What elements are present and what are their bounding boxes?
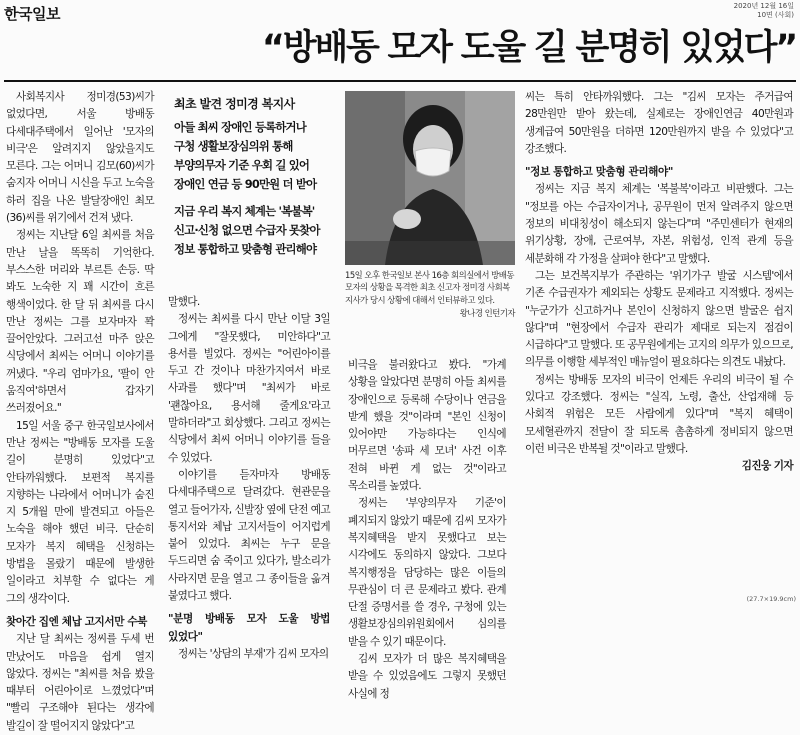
headline-rule <box>4 80 796 82</box>
pull-quote-title: 최초 발견 정미경 복지사 <box>174 97 295 111</box>
article-column-2 <box>168 294 330 663</box>
photo-caption <box>345 269 515 320</box>
pull-quote-line: 지금 우리 복지 체계는 '복불복' <box>174 204 315 218</box>
paragraph: 정씨는 최씨를 다시 만난 이달 3일 그에게 "잘못했다, 미안하다"고 용서를 빌었다. 정씨는 "어린아이를 두고 간 것이나 마찬가지여서 바로 사과를 했다"며 "최씨가 바로 '괜찮아요, 용서해 줄게요'라고 말하더라"고 회상했다. 그리고 정씨는 식당에서 최씨 어머니 이야기를 들을 수 있었다. <box>168 313 330 464</box>
paragraph: 김씨 모자가 더 많은 복지혜택을 받을 수 있었음에도 그렇지 못했던 사실에 정 <box>348 653 506 700</box>
clipping-size: (27.7×19.9cm) <box>746 595 796 603</box>
paragraph: 정씨는 '상담의 부재'가 김씨 모자의 <box>178 647 329 660</box>
pull-quote-line: 아들 최씨 장애인 등록하거나 <box>174 120 306 134</box>
paragraph: 정씨는 지금 복지 체계는 '복불복'이라고 비판했다. 그는 "정보를 아는 수급자이거나, 공무원이 먼저 알려주지 않으면 정보의 비대칭성이 해소되지 않는다"며 "주민센터가 현재의 위기상황, 장애, 근로여부, 자본, 위험성, 인적 관계 등을 세분화해 각 가정을 살펴야 한다"고 말했다. <box>525 183 793 265</box>
subheading: "정보 통합하고 맞춤형 관리해야" <box>525 166 673 179</box>
paragraph: 15일 서울 중구 한국일보사에서 만난 정씨는 "방배동 모자를 도울 길이 분명히 있었다"고 안타까워했다. 보편적 복지를 지향하는 나라에서 어머니가 숨진 지 5개월 만에 발견되고 아들은 노숙을 해야 했던 비극. 단순히 모자가 복지 혜택을 신청하는 방법을 몰랐기 때문에 발생한 일이라고 치부할 수 없다는 게 그의 생각이다. <box>6 419 154 605</box>
pull-quote-box <box>174 95 334 259</box>
pull-quote-line: 부양의무자 기준 우회 길 있어 <box>174 158 310 172</box>
paragraph: 정씨는 방배동 모자의 비극이 언제든 우리의 비극이 될 수 있다고 강조했다. 정씨는 "실직, 노령, 출산, 산업재해 등 사회적 위험은 모든 사람에게 있다"며 "복지 혜택이 모세혈관까지 전달이 잘 되도록 촘촘하게 정비되지 않으면 이런 비극은 반복될 것"이라고 말했다. <box>525 373 793 455</box>
subheading: 찾아간 집엔 체납 고지서만 수북 <box>6 615 147 628</box>
paragraph: 정씨는 지난달 6일 최씨를 처음 만난 날을 똑똑히 기억한다. 부스스한 머리와 부르튼 손등. 딱 봐도 노숙한 지 꽤 시간이 흐른 행색이었다. 한 달 뒤 최씨를 다시 만난 정씨는 그를 보자마자 꽉 끌어안았다. 그러고선 마주 앉은 식당에서 최씨는 어머니 이야기를 꺼냈다. "우리 엄마가요, '팔이 안 움직여'하면서 갑자기 쓰러졌어요." <box>6 229 154 415</box>
byline: 김진웅 기자 <box>741 460 793 473</box>
pull-quote-line: 장애인 연금 등 90만원 더 받아 <box>174 177 317 191</box>
pull-quote-lines <box>174 118 334 259</box>
photo-credit: 왕나경 인턴기자 <box>459 308 515 319</box>
photo-illustration <box>345 91 515 265</box>
headline: “방배동 모자 도울 길 분명히 있었다” <box>261 28 796 68</box>
paragraph: 비극을 불러왔다고 봤다. "가계 상황을 알았다면 분명히 아들 최씨를 장애인으로 등록해 수당이나 연금을 받게 했을 것"이라며 "본인 신청이 있어야만 가능하다는 인식에 머무르면 '송파 세 모녀' 사건 이후 전혀 바뀐 게 없는 것"이라고 목소리를 높였다. <box>348 359 506 493</box>
paragraph: 씨는 특히 안타까워했다. 그는 "김씨 모자는 주거급여 28만원만 받아 왔는데, 실제로는 장애인연금 40만원과 생계급여 50만원을 더하면 120만원까지 받을 수 있었다"고 강조했다. <box>525 91 793 155</box>
pull-quote-line: 구청 생활보장심의위 통해 <box>174 139 293 153</box>
article-column-3 <box>348 357 506 703</box>
subheading: "분명 방배동 모자 도울 방법 있었다" <box>168 613 330 643</box>
article-column-1 <box>6 89 154 735</box>
paragraph: 그는 보건복지부가 주관하는 '위기가구 발굴 시스템'에서 기존 수급권자가 제외되는 상황도 문제라고 지적했다. 정씨는 "누군가가 신고하거나 본인이 신청하지 않으면 발굴은 쉽지 않다"며 "현장에서 수급자 관리가 제대로 되는지 점검이 시급하다"고 말했다. 또 공무원에게는 고지의 의무가 있으므로, 의무를 이행할 세부적인 매뉴얼이 필요하다는 의견도 내놨다. <box>525 269 793 369</box>
page-section: 10면 (사회) <box>757 11 794 19</box>
dateline <box>734 2 794 20</box>
pull-quote-line: 정보 통합하고 맞춤형 관리해야 <box>174 242 317 256</box>
pull-quote-line: 신고·신청 없으면 수급자 못찾아 <box>174 223 320 237</box>
paragraph: 이야기를 듣자마자 방배동 다세대주택으로 달려갔다. 현관문을 열고 들어가자, 신발장 옆에 단전 예고 통지서와 체납 고지서들이 어지럽게 붙어 있었다. 최씨는 누구 문을 두드리면 숨 죽이고 있다가, 발소리가 사라지면 문을 열고 그 종이들을 옮겨 붙였다고 했다. <box>168 468 330 603</box>
paragraph: 말했다. <box>168 296 200 308</box>
paragraph: 사회복지사 정미경(53)씨가 없었다면, 서울 방배동 다세대주택에서 일어난 '모자의 비극'은 알려지지 않았을지도 모른다. 그는 어머니 김모(60)씨가 숨지자 어머니 시신을 두고 노숙을 하러 집을 나온 발달장애인 최모(36)씨를 위기에서 건져 냈다. <box>6 91 154 225</box>
paragraph: 정씨는 '부양의무자 기준'이 폐지되지 않았기 때문에 김씨 모자가 복지혜택을 받지 못했다고 보는 시각에도 동의하지 않았다. 그보다 복지행정을 담당하는 많은 이들의 무관심이 더 큰 문제라고 봤다. 관계 단절 증명서를 쓸 경우, 구청에 있는 생활보장심의위원회에서 심의를 받을 수 있기 때문이다. <box>348 497 506 648</box>
paragraph: 지난 달 최씨는 정씨를 두세 번 만났어도 마음을 쉽게 열지 않았다. 정씨는 "최씨를 처음 봤을 때부터 어린아이로 느꼈었다"며 "빨리 구조해야 된다는 생각에 발길이 잘 떨어지지 않았다"고 <box>6 633 154 732</box>
date-text: 2020년 12월 16일 <box>733 2 794 10</box>
article-column-4 <box>525 89 793 476</box>
masthead-logo: 한국일보 <box>4 5 60 23</box>
interview-photo <box>345 91 515 265</box>
pull-quote-spacer <box>174 194 334 202</box>
caption-text: 15일 오후 한국일보 본사 16층 회의실에서 방배동 모자의 상황을 목격한 최초 신고자 정미경 사회복지사가 당시 상황에 대해서 인터뷰하고 있다. <box>345 270 514 305</box>
